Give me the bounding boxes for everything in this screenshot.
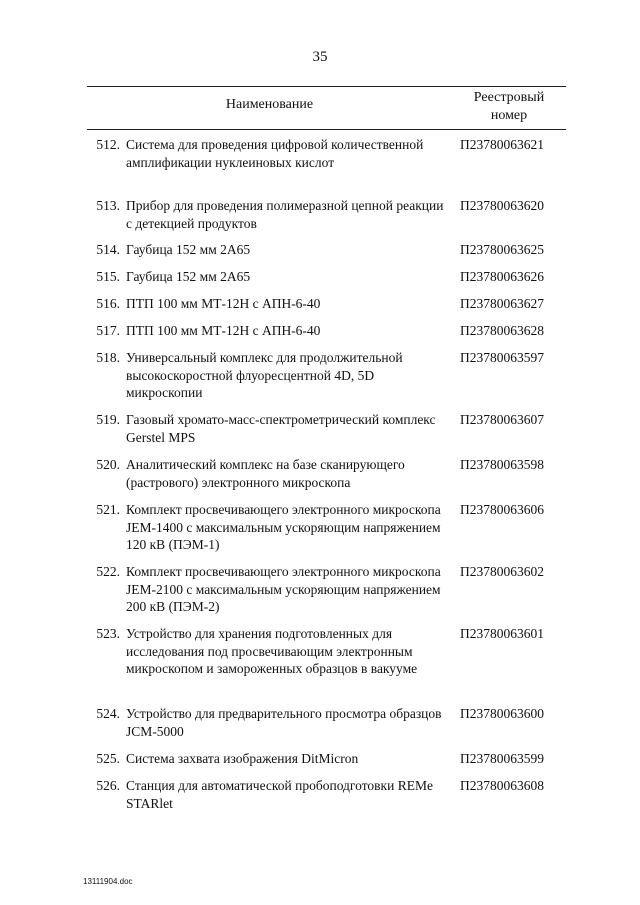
table-row xyxy=(0,136,640,197)
row-registry-number: П23780063598 xyxy=(460,457,544,472)
row-registry-number: П23780063601 xyxy=(460,626,544,641)
row-registry-number: П23780063625 xyxy=(460,242,544,257)
row-number: 525. xyxy=(96,751,120,766)
row-number: 516. xyxy=(96,296,120,311)
row-name: Комплект просвечивающего электронного микроскопа JEM-2100 с максимальным ускоряющим напряжением 200 кВ (ПЭМ-2) xyxy=(126,564,441,614)
column-header-registry-line1: Реестровый xyxy=(473,90,545,105)
row-name: Устройство для предварительного просмотра образцов JCM-5000 xyxy=(126,706,442,739)
table-row xyxy=(0,197,640,241)
row-number: 520. xyxy=(96,457,120,472)
row-registry-number: П23780063599 xyxy=(460,751,544,766)
table-row xyxy=(0,268,640,295)
row-number: 518. xyxy=(96,350,120,365)
registry-table xyxy=(0,136,640,817)
column-header-name: Наименование xyxy=(225,97,314,112)
table-row xyxy=(0,750,640,777)
table-row xyxy=(0,411,640,456)
row-name: Универсальный комплекс для продолжительной высокоскоростной флуоресцентной 4D, 5D микроскопии xyxy=(126,350,403,400)
row-number: 512. xyxy=(96,137,120,152)
row-number: 517. xyxy=(96,323,120,338)
row-registry-number: П23780063608 xyxy=(460,778,544,793)
row-registry-number: П23780063602 xyxy=(460,564,544,579)
row-name: Гаубица 152 мм 2А65 xyxy=(126,242,251,257)
table-row xyxy=(0,295,640,322)
row-number: 524. xyxy=(96,706,120,721)
row-registry-number: П23780063600 xyxy=(460,706,544,721)
row-name: Газовый хромато-масс-спектрометрический комплекс Gerstel MPS xyxy=(126,412,436,445)
row-registry-number: П23780063597 xyxy=(460,350,544,365)
row-number: 514. xyxy=(96,242,120,257)
row-name: Система для проведения цифровой количественной амплификации нуклеиновых кислот xyxy=(126,137,424,170)
row-name: Устройство для хранения подготовленных для исследования под просвечивающим электронным микроскопом и замороженных образцов в вакууме xyxy=(126,626,418,676)
row-registry-number: П23780063621 xyxy=(460,137,544,152)
document-filename: 13111904.doc xyxy=(83,877,133,886)
column-header-registry xyxy=(452,89,566,125)
row-number: 521. xyxy=(96,502,120,517)
row-number: 522. xyxy=(96,564,120,579)
row-registry-number: П23780063627 xyxy=(460,296,544,311)
row-registry-number: П23780063626 xyxy=(460,269,544,284)
table-row xyxy=(0,705,640,750)
table-row xyxy=(0,777,640,817)
header-top-rule xyxy=(87,86,566,87)
table-row xyxy=(0,501,640,563)
row-number: 519. xyxy=(96,412,120,427)
row-number: 523. xyxy=(96,626,120,641)
row-name: Станция для автоматической пробоподготовки REMe STARlet xyxy=(126,778,433,811)
row-name: Система захвата изображения DitMicron xyxy=(126,751,359,766)
row-registry-number: П23780063606 xyxy=(460,502,544,517)
row-number: 515. xyxy=(96,269,120,284)
table-row xyxy=(0,456,640,501)
table-row xyxy=(0,349,640,411)
row-number: 513. xyxy=(96,198,120,213)
row-name: Комплект просвечивающего электронного микроскопа JEM-1400 с максимальным ускоряющим напряжением 120 кВ (ПЭМ-1) xyxy=(126,502,441,552)
column-header-registry-line2: номер xyxy=(490,108,528,123)
header-bottom-rule xyxy=(87,129,566,130)
row-number: 526. xyxy=(96,778,120,793)
table-row xyxy=(0,563,640,625)
row-name: Гаубица 152 мм 2А65 xyxy=(126,269,251,284)
row-name: Прибор для проведения полимеразной цепной реакции с детекцией продуктов xyxy=(126,198,444,231)
table-row xyxy=(0,625,640,705)
row-registry-number: П23780063628 xyxy=(460,323,544,338)
page-number: 35 xyxy=(312,49,328,65)
table-row xyxy=(0,241,640,268)
row-name: ПТП 100 мм МТ-12Н с АПН-6-40 xyxy=(126,323,321,338)
row-name: Аналитический комплекс на базе сканирующего (растрового) электронного микроскопа xyxy=(126,457,405,490)
table-row xyxy=(0,322,640,349)
row-registry-number: П23780063620 xyxy=(460,198,544,213)
row-name: ПТП 100 мм МТ-12Н с АПН-6-40 xyxy=(126,296,321,311)
row-registry-number: П23780063607 xyxy=(460,412,544,427)
